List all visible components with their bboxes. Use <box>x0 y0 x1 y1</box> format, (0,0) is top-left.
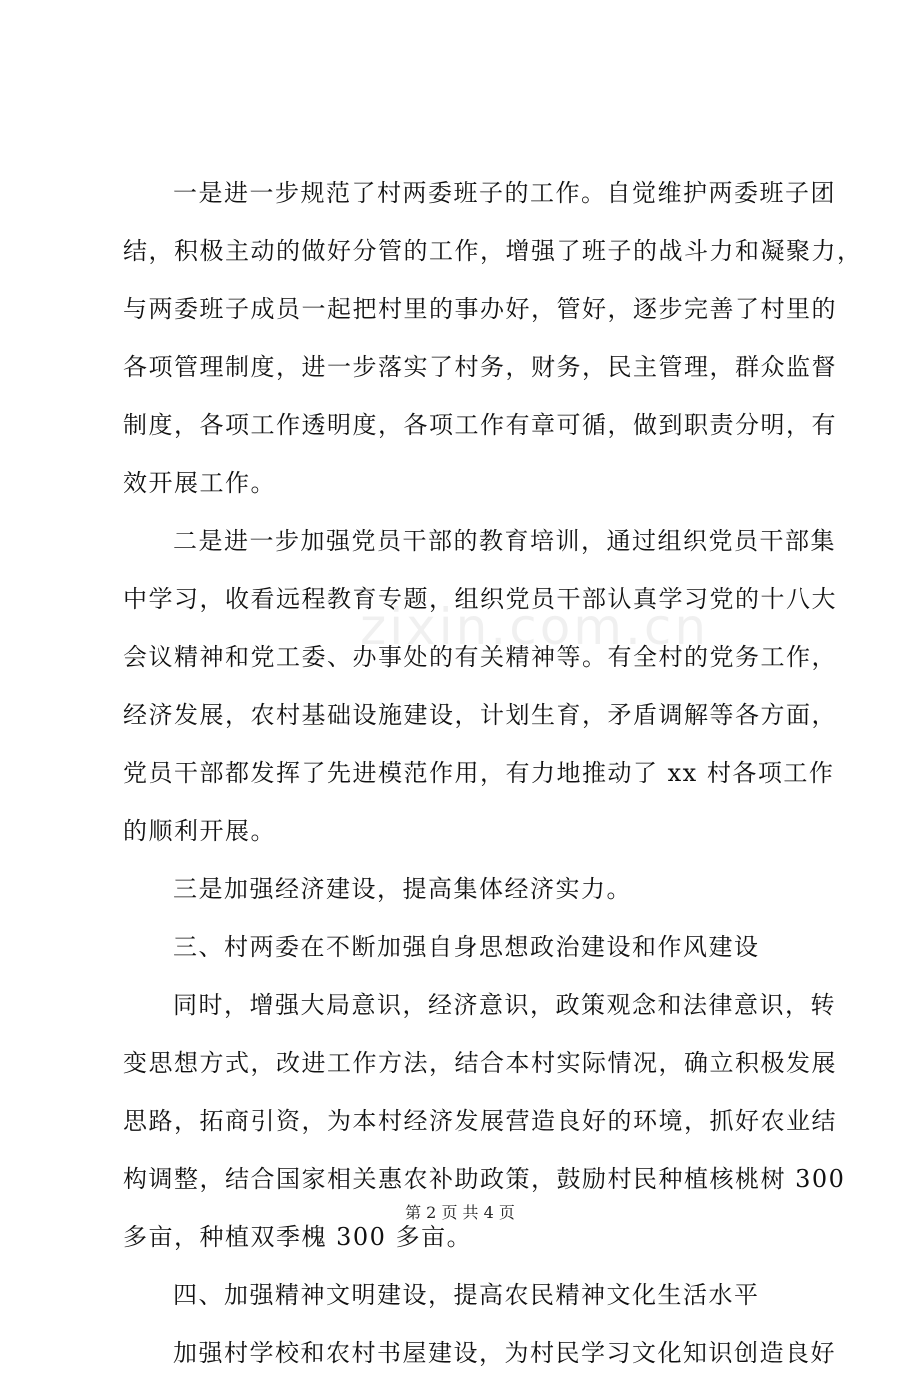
text-line: 一是进一步规范了村两委班子的工作。自觉维护两委班子团 <box>173 179 836 207</box>
text-line: 二是进一步加强党员干部的教育培训，通过组织党员干部集 <box>173 527 836 555</box>
text-line: 同时，增强大局意识，经济意识，政策观念和法律意识，转 <box>173 991 836 1019</box>
text-line: 三是加强经济建设，提高集体经济实力。 <box>173 875 632 903</box>
text-line: 结，积极主动的做好分管的工作，增强了班子的战斗力和凝聚力， <box>123 237 863 265</box>
text-line: 中学习，收看远程教育专题，组织党员干部认真学习党的十八大 <box>123 585 837 613</box>
section-heading: 四、加强精神文明建设，提高农民精神文化生活水平 <box>173 1281 760 1309</box>
text-line: 思路，拓商引资，为本村经济发展营造良好的环境，抓好农业结 <box>123 1107 837 1135</box>
text-line: 党员干部都发挥了先进模范作用，有力地推动了 xx 村各项工作 <box>123 759 835 787</box>
text-line: 制度，各项工作透明度，各项工作有章可循，做到职责分明，有 <box>123 411 837 439</box>
watermark-text: zixin.com.cn <box>360 598 710 656</box>
text-line: 变思想方式，改进工作方法，结合本村实际情况，确立积极发展 <box>123 1049 837 1077</box>
section-heading: 三、村两委在不断加强自身思想政治建设和作风建设 <box>173 933 760 961</box>
text-line: 各项管理制度，进一步落实了村务，财务，民主管理，群众监督 <box>123 353 837 381</box>
text-line: 构调整，结合国家相关惠农补助政策，鼓励村民种植核桃树 300 <box>123 1165 846 1193</box>
page-footer: 第 2 页 共 4 页 <box>405 1203 515 1222</box>
text-line: 经济发展，农村基础设施建设，计划生育，矛盾调解等各方面， <box>123 701 837 729</box>
text-line: 加强村学校和农村书屋建设，为村民学习文化知识创造良好 <box>173 1339 836 1367</box>
text-line: 的顺利开展。 <box>123 817 276 845</box>
text-line: 与两委班子成员一起把村里的事办好，管好，逐步完善了村里的 <box>123 295 837 323</box>
text-line: 会议精神和党工委、办事处的有关精神等。有全村的党务工作， <box>123 643 837 671</box>
text-line: 效开展工作。 <box>123 469 276 497</box>
text-line: 多亩，种植双季槐 300 多亩。 <box>123 1223 473 1251</box>
